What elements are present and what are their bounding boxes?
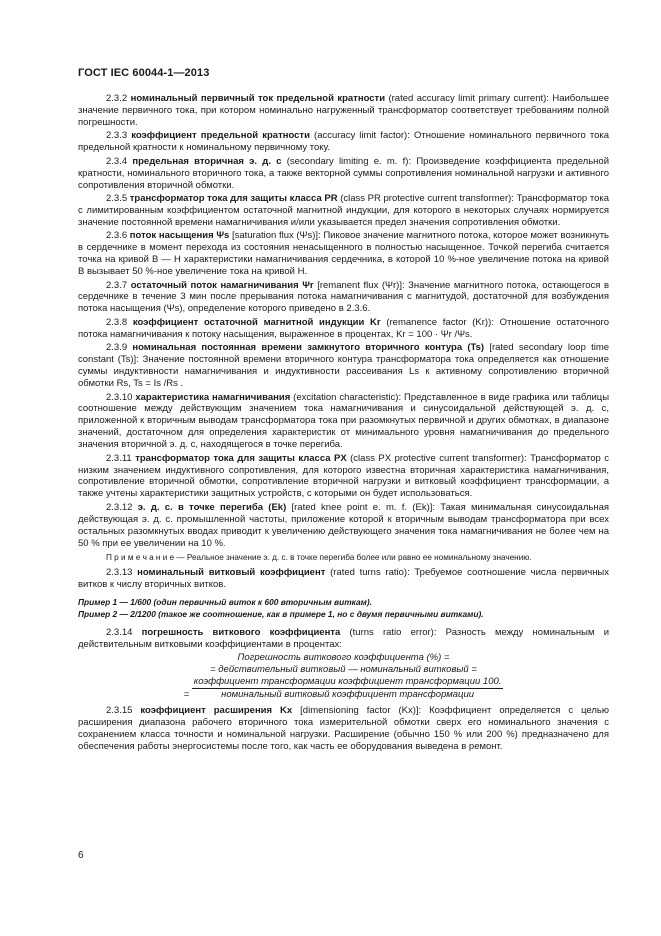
page-number: 6: [78, 850, 84, 861]
document-header: ГОСТ IEC 60044-1—2013: [78, 67, 210, 79]
clause-text: [rated secondary loop time constant (Ts)]: Значение постоянной времени вторичного контура трансформатора тока определяется как отношение суммы индуктивности намагничивания и индуктивности рассеивания Ls к активному сопротивлению вторичной обмотки Rs, Ts = Is /Rs .: [78, 342, 610, 389]
clause-2-3-2: [78, 93, 609, 129]
formula-denominator: номинальный витковый коэффициент трансформации: [221, 689, 475, 701]
clause-number: 2.3.6: [106, 230, 128, 242]
clause-text: (secondary limiting e. m. f): Произведение коэффициента предельной кратности, номинального вторичного тока, а также векторной суммы сопротивления номинальной нагрузки и активного сопротивления вторичной обмотки.: [78, 155, 610, 191]
clause-number: 2.3.10: [106, 391, 133, 403]
clause-2-3-3: [78, 130, 609, 154]
clause-term: коэффициент предельной кратности: [131, 130, 310, 142]
clause-text: [remanent flux (Ψr)]: Значение магнитного потока, остающегося в сердечнике в течение 3 мин после прерывания потока намагничивания с магнитудой, достаточной для возбуждения потока насыщения (Ψs), определение которого приведено в 2.3.6.: [78, 279, 610, 315]
clause-text: (turns ratio error): Разность между номинальным и действительным витковыми коэффициентами в процентах:: [78, 627, 610, 650]
clause-text: (rated turns ratio): Требуемое соотношение числа первичных витков к числу вторичных витков.: [78, 567, 610, 591]
clause-number: 2.3.9: [106, 342, 128, 354]
document-body: [78, 93, 609, 754]
clause-term: коэффициент остаточной магнитной индукции Kr: [132, 316, 381, 328]
clause-term: э. д. с. в точке перегиба (Ek): [137, 501, 287, 513]
clause-term: погрешность виткового коэффициента: [141, 627, 341, 638]
formula-line-1: Погрешность виткового коэффициента (%) =: [237, 652, 450, 664]
clause-text: (accuracy limit factor): Отношение номинального первичного тока предельной кратности к номинальному первичному току.: [78, 130, 610, 154]
turns-ratio-error-formula: [78, 652, 609, 701]
clause-number: 2.3.8: [106, 316, 128, 328]
clause-term: трансформатор тока для защиты класса PR: [129, 193, 338, 205]
clause-2-3-9: [78, 342, 609, 390]
clause-text: (class PR protective current transformer): Трансформатор тока с лимитированным коэффициентом остаточной магнитной индукции, для которого в некоторых случаях нормируется значение постоянной времени намагничивания и/или указывается предел значения сопротивления обмотки.: [78, 193, 609, 228]
clause-2-3-10: [78, 392, 609, 452]
clause-text: [dimensioning factor (Kx)]: Коэффициент определяется с целью расширения диапазона рабочего вторичного тока измерительной обмотки сверх его номинального значения с сохранением класса точности и номинальной нагрузки. Расширение (обычно 150 % или 200 %) предназначено для обеспечения работы энергосистемы после того, как часть ее оборудования выведена в ремонт.: [78, 705, 610, 752]
clause-text: (class PX protective current transformer): Трансформатор с низким значением индуктивного сопротивления, для которого известна вторичная характеристика намагничивания, сопротивление вторичной обмотки, сопротивление вторичной нагрузки и витковый коэффициент трансформации, а также учтены характеристики защитных устройств, с которыми он будет использоваться.: [78, 452, 609, 500]
example-2: Пример 2 — 2/1200 (такое же соотношение, как в примере 1, но с двумя первичными витками).: [78, 609, 484, 620]
formula-numerator: коэффициент трансформации коэффициент трансформации 100.: [193, 676, 502, 688]
formula-equals: =: [183, 689, 190, 701]
clause-text: [rated knee point e. m. f. (Ek)]: Такая минимальная синусоидальная действующая э. д. с. промышленной частоты, приложение которой к вторичным выводам трансформатора при всех остальных разомкнутых вводах приводит к увеличению действующего значения тока намагничивания не более чем на 50 % при ее увеличении на 10 %.: [78, 501, 610, 549]
clause-number: 2.3.14: [106, 627, 133, 638]
clause-number: 2.3.7: [106, 279, 128, 291]
clause-number: 2.3.5: [106, 193, 128, 205]
note-paragraph: [78, 552, 609, 564]
clause-2-3-8: [78, 317, 609, 341]
clause-2-3-14: [78, 627, 609, 651]
clause-2-3-13: [78, 567, 609, 591]
clause-text: (excitation characteristic): Представленное в виде графика или таблицы соотношение между действующим значением тока намагничивания и синусоидальной действующей э. д. с, приложенной к вторичным выводам трансформатора тока при разомкнутых первичной и других обмотках, в диапазоне значений, достаточном для определения характеристик от минимального уровня намагничивания до предельного значения вторичной э. д. с, находящегося в точке перегиба.: [78, 391, 610, 451]
clause-number: 2.3.13: [106, 567, 133, 579]
clause-number: 2.3.12: [106, 501, 133, 513]
clause-term: коэффициент расширения Kx: [140, 705, 293, 717]
clause-number: 2.3.2: [106, 93, 128, 104]
formula-line-2: = действительный витковый — номинальный витковый =: [210, 664, 477, 676]
clause-2-3-11: [78, 453, 609, 501]
clause-number: 2.3.15: [106, 705, 133, 717]
clause-term: остаточный поток намагничивания Ψr: [130, 279, 314, 291]
clause-term: трансформатор тока для защиты класса PX: [135, 452, 347, 464]
clause-term: номинальный витковый коэффициент: [137, 567, 326, 579]
clause-2-3-4: [78, 156, 609, 192]
example-1: Пример 1 — 1/600 (один первичный виток к 600 вторичным виткам).: [78, 597, 372, 608]
clause-number: 2.3.3: [106, 130, 128, 142]
clause-term: предельная вторичная э. д. с: [132, 155, 282, 167]
clause-term: номинальная постоянная времени замкнутого вторичного контура (Ts): [132, 342, 485, 354]
clause-term: номинальный первичный ток предельной кратности: [130, 93, 386, 104]
note-text: — Реальное значение э. д. с. в точке перегиба более или равно ее номинальному значению.: [176, 553, 532, 563]
formula-fraction: [192, 676, 504, 701]
clause-2-3-15: [78, 705, 609, 753]
clause-term: поток насыщения Ψs: [129, 230, 230, 242]
clause-text: [saturation flux (Ψs)]: Пиковое значение магнитного потока, которое может возникнуть в сердечнике в момент перехода из состояния ненасыщенного в полностью насыщенное. Точкой перегиба считается точка на кривой В — Н характеристики намагничивания сердечника, в которой 10 %-ное увеличение потока на кривой В вызывает 50 %-ное увеличение тока на кривой Н.: [78, 230, 610, 278]
clause-number: 2.3.4: [106, 155, 128, 167]
formula-fraction-line: [78, 676, 609, 701]
note-label: П р и м е ч а н и е: [106, 553, 175, 563]
clause-number: 2.3.11: [106, 452, 132, 464]
clause-term: характеристика намагничивания: [135, 391, 291, 403]
clause-2-3-7: [78, 280, 609, 316]
clause-text: (rated accuracy limit primary current): Наибольшее значение первичного тока, при котором номинально нагруженный трансформатор соответствует требованиям полной погрешности.: [78, 93, 610, 128]
clause-2-3-6: [78, 230, 609, 278]
clause-2-3-12: [78, 502, 609, 550]
clause-2-3-5: [78, 193, 609, 229]
clause-text: (remanence factor (Kr)): Отношение остаточного потока намагничивания к потоку насыщения, выраженное в процентах, Kr = 100 · Ψr /Ψs.: [78, 316, 610, 340]
